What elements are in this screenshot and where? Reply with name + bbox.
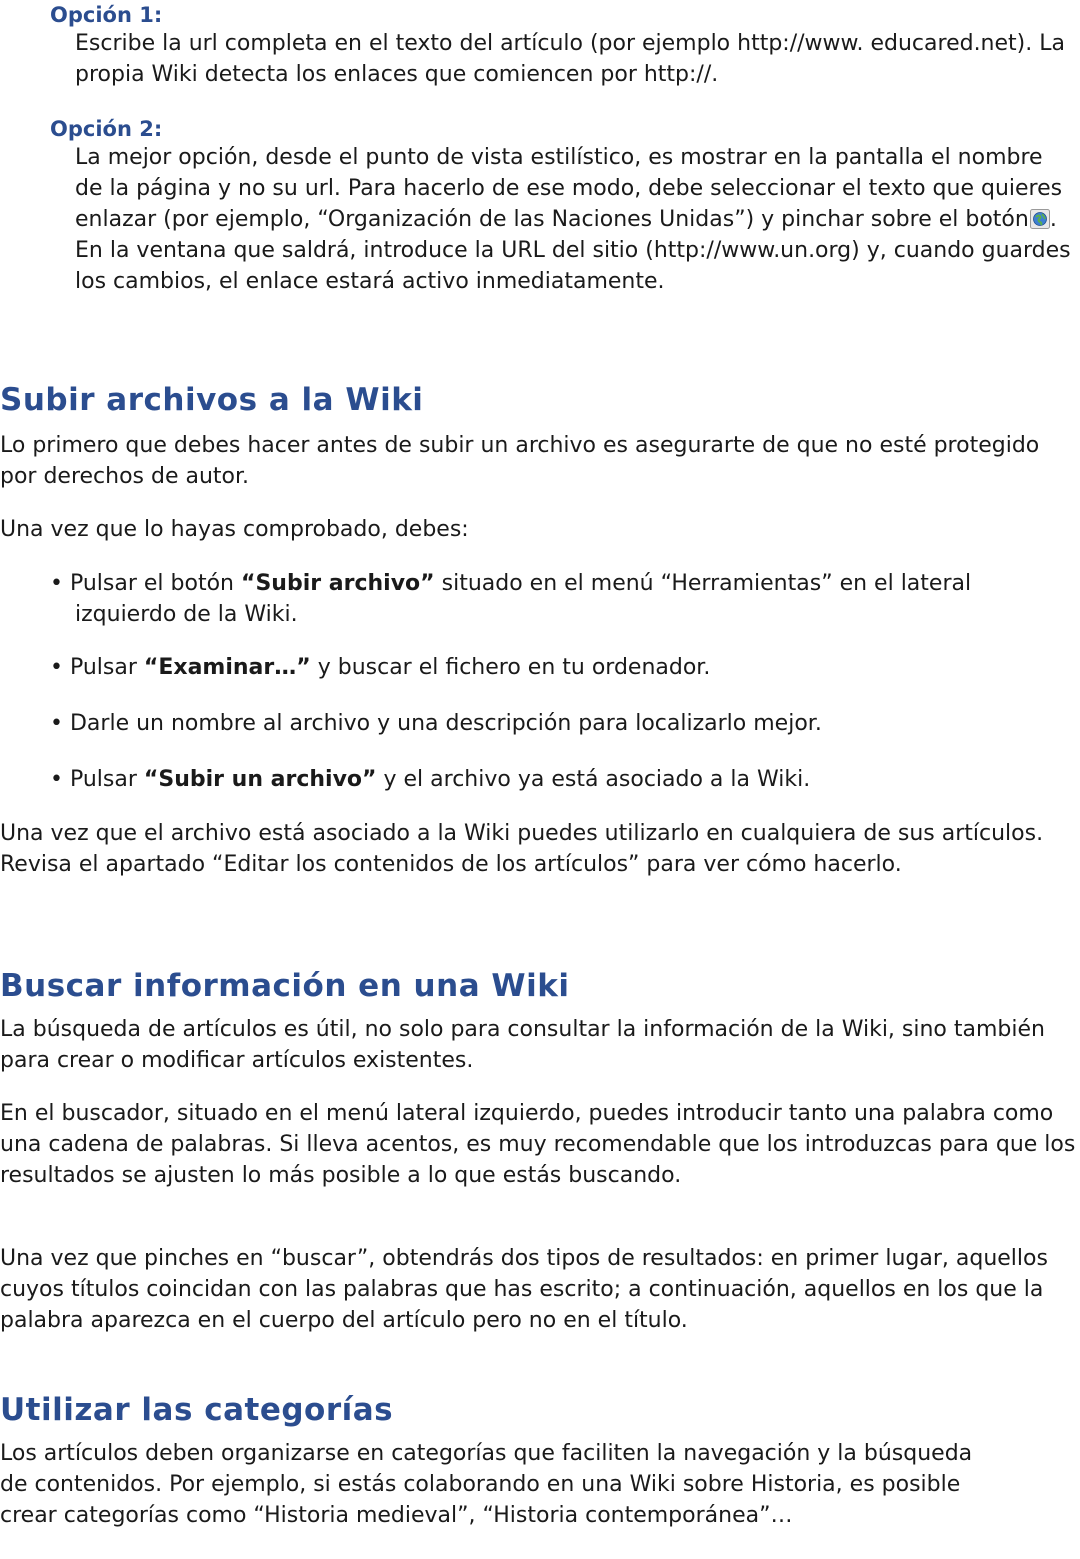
option-2-text-after: . En la ventana que saldrá, introduce la URL del sitio (http://www.un.org) y, cuando guardes los cambios, el enlace estará activo inmediatamente. <box>75 207 1071 294</box>
option-1-label: Opción 1: <box>50 3 163 27</box>
option-1-text: Escribe la url completa en el texto del artículo (por ejemplo http://www. educared.net). La propia Wiki detecta los enlaces que comiencen por http://. <box>75 31 1065 87</box>
option-2-text-before: La mejor opción, desde el punto de vista estilístico, es mostrar en la pantalla el nombre de la página y no su url. Para hacerlo de ese modo, debe seleccionar el texto que quieres enlazar (por ejemplo, “Organización de las Naciones Unidas”) y pinchar sobre el botón <box>75 145 1063 232</box>
search-heading: Buscar información en una Wiki <box>0 968 570 1004</box>
upload-step-3: • Darle un nombre al archivo y una descripción para localizarlo mejor. <box>50 711 822 736</box>
external-link-globe-icon <box>1030 207 1050 227</box>
option-2-label: Opción 2: <box>50 117 163 141</box>
upload-step-2: • Pulsar “Examinar…” y buscar el fichero en tu ordenador. <box>50 655 711 680</box>
option-2-text <box>75 142 1075 297</box>
categories-heading: Utilizar las categorías <box>0 1392 394 1428</box>
categories-paragraph-1: Los artículos deben organizarse en categorías que faciliten la navegación y la búsqueda de contenidos. Por ejemplo, si estás colaborando en una Wiki sobre Historia, es posible crear categorías como “Historia medieval”, “Historia contemporánea”… <box>0 1441 973 1528</box>
search-paragraph-1: La búsqueda de artículos es útil, no solo para consultar la información de la Wiki, sino también para crear o modificar artículos existentes. <box>0 1017 1045 1073</box>
upload-step-4: • Pulsar “Subir un archivo” y el archivo ya está asociado a la Wiki. <box>50 767 811 792</box>
upload-heading: Subir archivos a la Wiki <box>0 382 424 418</box>
upload-lead: Una vez que lo hayas comprobado, debes: <box>0 517 469 542</box>
upload-closing: Una vez que el archivo está asociado a la Wiki puedes utilizarlo en cualquiera de sus artículos. Revisa el apartado “Editar los contenidos de los artículos” para ver cómo hacerlo. <box>0 821 1044 877</box>
search-paragraph-2: En el buscador, situado en el menú lateral izquierdo, puedes introducir tanto una palabra como una cadena de palabras. Si lleva acentos, es muy recomendable que los introduzcas para que los resultados se ajusten lo más posible a lo que estás buscando. <box>0 1101 1076 1188</box>
upload-intro: Lo primero que debes hacer antes de subir un archivo es asegurarte de que no esté protegido por derechos de autor. <box>0 433 1040 489</box>
search-paragraph-3: Una vez que pinches en “buscar”, obtendrás dos tipos de resultados: en primer lugar, aquellos cuyos títulos coincidan con las palabras que has escrito; a continuación, aquellos en los que la palabra aparezca en el cuerpo del artículo pero no en el título. <box>0 1246 1048 1333</box>
upload-step-1: • Pulsar el botón “Subir archivo” situado en el menú “Herramientas” en el lateral izquierdo de la Wiki. <box>50 571 972 627</box>
